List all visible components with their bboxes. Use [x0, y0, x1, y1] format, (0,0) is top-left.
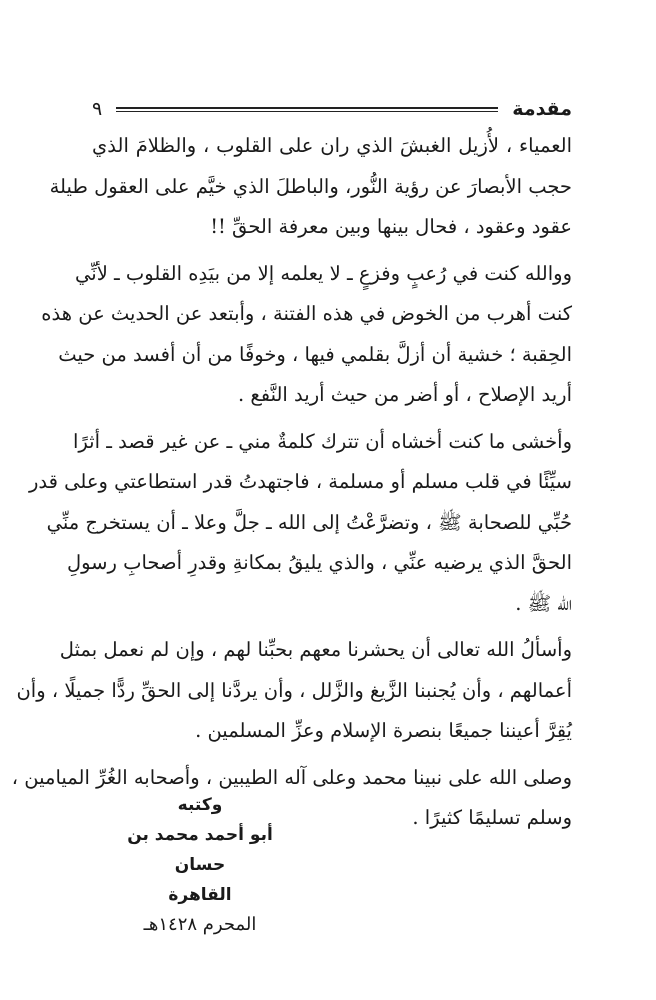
text-line: كنت أهرب من الخوض في هذه الفتنة ، وأبتعد عن الحديث عن هذه [41, 302, 572, 325]
author-city: القاهرة [168, 885, 232, 905]
author-name: أبو أحمد محمد بن حسان [127, 825, 273, 875]
paragraph [49, 126, 572, 248]
paragraph [28, 422, 572, 625]
text-line: سيِّئًا في قلب مسلم أو مسلمة ، فاجتهدتُ قدر استطاعتي وعلى قدر [28, 470, 572, 493]
signature-block [100, 790, 300, 940]
header-rule [116, 107, 498, 112]
paragraph [41, 254, 572, 416]
text-line: ووالله كنت في رُعبٍ وفزعٍ ـ لا يعلمه إلا من بيَدِه القلوب ـ لأنِّي [75, 261, 572, 285]
signature-wrote: وكتبه [177, 795, 223, 815]
text-line: وصلى الله على نبينا محمد وعلى آله الطيبين ، وأصحابه الغُرِّ الميامين ، [11, 765, 572, 789]
body-text [11, 126, 572, 845]
text-line: وأخشى ما كنت أخشاه أن تترك كلمةٌ مني ـ عن غير قصد ـ أثرًا [72, 429, 572, 453]
text-line: وأسألُ الله تعالى أن يحشرنا معهم بحبِّنا لهم ، وإن لم نعمل بمثل [59, 638, 572, 661]
text-line: العمياء ، لأُزيل الغبشَ الذي ران على القلوب ، والظلامَ الذي [92, 134, 572, 157]
paragraph [16, 630, 572, 752]
page-number: ٩ [92, 98, 103, 120]
page-header [92, 92, 572, 126]
text-line: يُقِرَّ أعيننا جميعًا بنصرة الإسلام وعزِّ المسلمين . [195, 719, 572, 742]
text-line: حجب الأبصارَ عن رؤية النُّور، والباطلَ الذي خيَّم على العقول طيلة [49, 174, 572, 198]
text-line: الله ﷺ . [515, 591, 572, 615]
text-line: عقود وعقود ، فحال بينها وبين معرفة الحقِّ !! [210, 215, 572, 238]
text-line: حُبِّي للصحابة ﷺ ، وتضرَّعْتُ إلى الله ـ جلَّ وعلا ـ أن يستخرج منِّي [46, 510, 572, 534]
text-line: أريد الإصلاح ، أو أضر من حيث أريد النَّفع . [237, 383, 572, 406]
text-line: الحقَّ الذي يرضيه عنِّي ، والذي يليقُ بمكانةِ وقدرِ أصحابِ رسولِ [66, 551, 572, 574]
signature-date: المحرم ١٤٢٨هـ [143, 914, 257, 935]
text-line: أعمالهم ، وأن يُجنبنا الزَّيغ والزَّلل ، وأن يردَّنا إلى الحقِّ ردًّا جميلًا ، وأن [16, 678, 572, 702]
section-title: مقدمة [512, 98, 572, 120]
text-line: الحِقبة ؛ خشية أن أزلَّ بقلمي فيها ، وخوفًا من أن أفسد من حيث [58, 342, 572, 366]
text-line: وسلم تسليمًا كثيرًا . [412, 806, 572, 829]
